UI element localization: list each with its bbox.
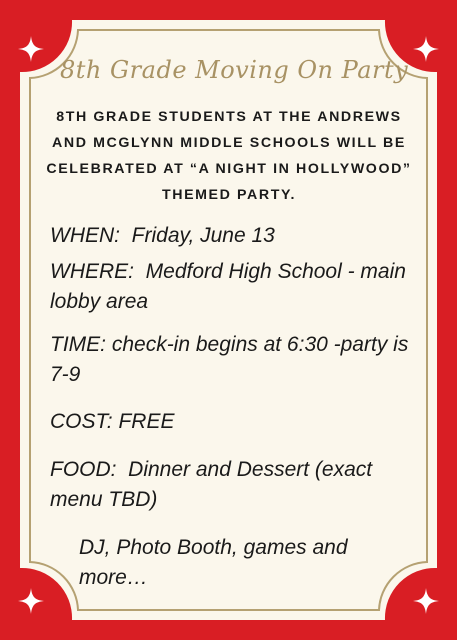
sparkle-icon [413,588,439,614]
time-detail: TIME: check-in begins at 6:30 -party is 7-9 [50,333,415,386]
where-detail: WHERE: Medford High School - main lobby area [50,260,412,313]
flyer-title: 8th Grade Moving On Party [60,56,409,84]
intro-text: 8TH GRADE STUDENTS AT THE ANDREWS AND MCGLYNN MIDDLE SCHOOLS WILL BE CELEBRATED AT “A NIGHT IN HOLLYWOOD” THEMED PARTY. [46,109,412,203]
sparkle-icon [413,36,439,62]
extras-detail: DJ, Photo Booth, games and more… [79,536,354,589]
when-detail: WHEN: Friday, June 13 [50,224,275,247]
sparkle-icon [18,588,44,614]
cost-detail: COST: FREE [50,410,175,433]
food-detail: FOOD: Dinner and Dessert (exact menu TBD) [50,458,378,511]
sparkle-icon [18,36,44,62]
